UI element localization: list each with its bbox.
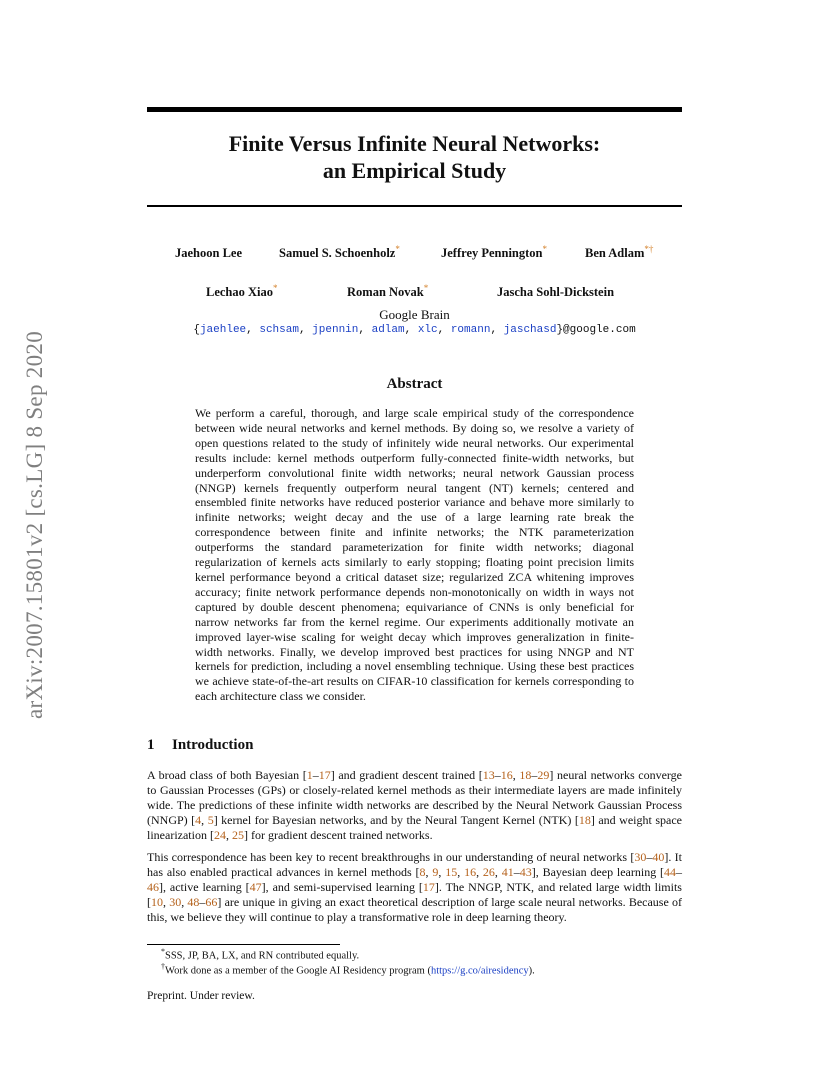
citation-link[interactable]: 8 bbox=[419, 864, 426, 879]
preprint-note: Preprint. Under review. bbox=[147, 990, 255, 1002]
author: Lechao Xiao* bbox=[206, 283, 278, 300]
abstract-text: We perform a careful, thorough, and large scale empirical study of the correspondence between wide neural networks and kernel methods. By doing so, we resolve a variety of open questions related to the study of infinitely wide neural networks. Our experimental results include: kernel methods outperform fully-connected finite-width networks, but underperform convolutional finite width networks; neural network Gaussian process (NNGP) kernels frequently outperform neural tangent (NT) kernels; centered and ensembled finite networks have reduced posterior variance and behave more similarly to infinite networks; weight decay and the use of a large learning rate break the correspondence between finite and infinite networks; the NTK parameterization outperforms the standard parameterization for finite width networks; diagonal regularization of kernels acts similarly to early stopping; floating point precision limits kernel performance beyond a critical dataset size; regularized ZCA whitening improves accuracy; finite network performance depends non-monotonically on width in ways not captured by double descent phenomena; equivariance of CNNs is only beneficial for narrow networks far from the kernel regime. Our experiments additionally motivate an improved layer-wise scaling for weight decay which improves generalization in finite-width networks. Finally, we develop improved best practices for using NNGP and NT kernels for prediction, including a novel ensembling technique. Using these best practices we achieve state-of-the-art results on CIFAR-10 classification for kernels corresponding to each architecture class we consider. bbox=[195, 406, 634, 704]
citation-link[interactable]: 4 bbox=[195, 812, 202, 827]
citation-link[interactable]: 18 bbox=[519, 768, 532, 782]
email-link[interactable]: jpennin bbox=[312, 324, 359, 336]
title-rule bbox=[147, 205, 682, 207]
email-link[interactable]: adlam bbox=[371, 324, 405, 336]
paper-title bbox=[147, 130, 682, 184]
citation-link[interactable]: 16 bbox=[500, 768, 513, 782]
citation-link[interactable]: 18 bbox=[578, 812, 591, 827]
citation-link[interactable]: 25 bbox=[231, 827, 244, 842]
author: Jaehoon Lee bbox=[175, 246, 243, 261]
top-rule bbox=[147, 107, 682, 112]
author: Roman Novak* bbox=[347, 283, 429, 300]
email-link[interactable]: romann bbox=[450, 324, 491, 336]
citation-link[interactable]: 43 bbox=[519, 864, 532, 879]
residency-link[interactable]: https://g.co/airesidency bbox=[430, 965, 529, 977]
citation-link[interactable]: 13 bbox=[482, 768, 495, 782]
footnote-rule bbox=[147, 944, 340, 945]
citation-link[interactable]: 30 bbox=[634, 850, 647, 864]
citation-link[interactable]: 41 bbox=[501, 864, 514, 879]
email-link[interactable]: xlc bbox=[417, 324, 438, 336]
citation-link[interactable]: 24 bbox=[213, 827, 226, 842]
citation-link[interactable]: 46 bbox=[147, 879, 159, 894]
intro-paragraph-2: This correspondence has been key to recent breakthroughs in our understanding of neural networks [30–40]. It has also enabled practical advances in kernel methods [8, 9, 15, 16, 26, 41–43], Bayesian deep learning [44–46], active learning [47], and semi-supervised learning [17]. The NNGP, NTK, and related large width limits [10, 30, 48–66] are unique in giving an exact theoretical description of large scale neural networks. Because of this, we believe they will continue to play a transformative role in deep learning theory. bbox=[147, 850, 683, 924]
footnote-1: *SSS, JP, BA, LX, and RN contributed equally. bbox=[161, 947, 360, 962]
author-emails: {jaehlee, schsam, jpennin, adlam, xlc, romann, jaschasd}@google.com bbox=[193, 324, 636, 336]
email-link[interactable]: schsam bbox=[259, 324, 299, 336]
title-line-1: Finite Versus Infinite Neural Networks: bbox=[228, 131, 601, 156]
citation-link[interactable]: 26 bbox=[482, 864, 495, 879]
citation-link[interactable]: 9 bbox=[432, 864, 439, 879]
footnote-2: †Work done as a member of the Google AI Residency program (https://g.co/airesidency). bbox=[161, 962, 535, 977]
section-title: Introduction bbox=[172, 737, 254, 753]
citation-link[interactable]: 17 bbox=[318, 768, 331, 782]
citation-link[interactable]: 15 bbox=[445, 864, 458, 879]
author: Ben Adlam*† bbox=[585, 244, 654, 261]
citation-link[interactable]: 16 bbox=[464, 864, 477, 879]
intro-paragraph-1: A broad class of both Bayesian [1–17] and gradient descent trained [13–16, 18–29] neural networks converge to Gaussian Processes (GPs) or closely-related kernel methods as their intermediate layers are made infinitely wide. The predictions of these infinite width networks are described by the Neural Network Gaussian Process (NNGP) [4, 5] kernel for Bayesian networks, and by the Neural Tangent Kernel (NTK) [18] and weight space linearization [24, 25] for gradient descent trained networks. bbox=[147, 768, 683, 842]
citation-link[interactable]: 30 bbox=[169, 894, 182, 909]
section-number: 1 bbox=[147, 737, 155, 753]
citation-link[interactable]: 48 bbox=[187, 894, 200, 909]
citation-link[interactable]: 10 bbox=[151, 894, 163, 909]
abstract-heading: Abstract bbox=[386, 376, 443, 392]
citation-link[interactable]: 40 bbox=[652, 850, 665, 864]
affiliation: Google Brain bbox=[379, 307, 450, 322]
citation-link[interactable]: 29 bbox=[537, 768, 550, 782]
citation-link[interactable]: 1 bbox=[306, 768, 313, 782]
citation-link[interactable]: 44 bbox=[664, 864, 677, 879]
email-link[interactable]: jaehlee bbox=[199, 324, 247, 336]
arxiv-watermark: arXiv:2007.15801v2 [cs.LG] 8 Sep 2020 bbox=[22, 331, 47, 719]
citation-link[interactable]: 5 bbox=[207, 812, 214, 827]
author: Samuel S. Schoenholz* bbox=[279, 244, 400, 261]
title-line-2: an Empirical Study bbox=[322, 158, 507, 183]
author: Jeffrey Pennington* bbox=[441, 244, 547, 261]
email-link[interactable]: jaschasd bbox=[503, 324, 557, 336]
citation-link[interactable]: 17 bbox=[422, 879, 435, 894]
citation-link[interactable]: 66 bbox=[205, 894, 218, 909]
author: Jascha Sohl-Dickstein bbox=[497, 285, 615, 300]
citation-link[interactable]: 47 bbox=[249, 879, 262, 894]
section-heading bbox=[147, 737, 253, 754]
